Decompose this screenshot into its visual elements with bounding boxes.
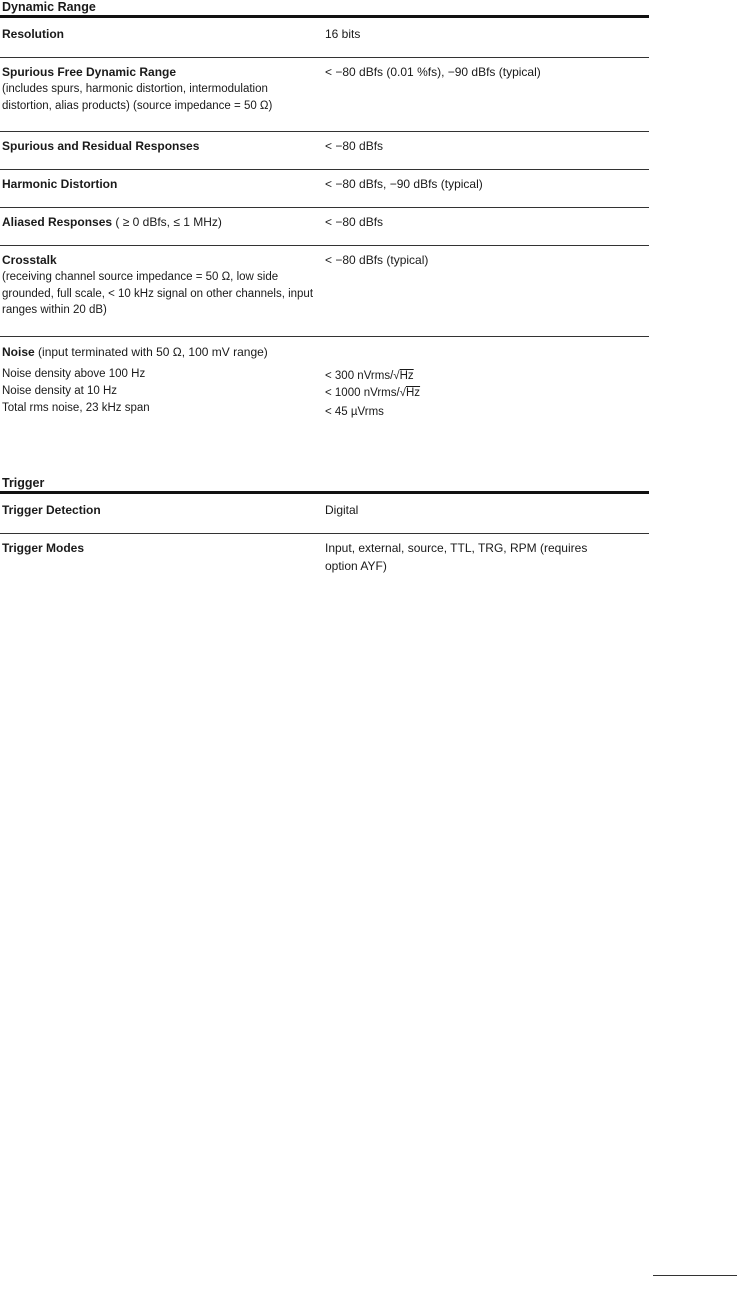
row-label-harmonic-distortion bbox=[2, 175, 314, 193]
label-text: Spurious Free Dynamic Range bbox=[2, 65, 177, 79]
label-note: (includes spurs, harmonic distortion, intermodulation distortion, alias products) (source impedance = 50 Ω) bbox=[2, 83, 273, 112]
row-value-trigger-modes: Input, external, source, TTL, TRG, RPM (requires option AYF) bbox=[325, 541, 588, 573]
row-value-spurious-residual: < −80 dBfs bbox=[325, 139, 384, 153]
noise-item-value bbox=[325, 368, 645, 385]
noise-item-label: Noise density at 10 Hz bbox=[2, 385, 118, 397]
footer-rule bbox=[653, 1275, 737, 1276]
row-divider bbox=[0, 336, 649, 337]
section-title-dynamic-range: Dynamic Range bbox=[2, 0, 96, 14]
row-divider bbox=[0, 131, 649, 132]
row-divider bbox=[0, 533, 649, 534]
row-divider bbox=[0, 245, 649, 246]
row-divider bbox=[0, 169, 649, 170]
noise-item-value bbox=[325, 385, 645, 402]
label-text: Resolution bbox=[2, 27, 64, 41]
row-value-harmonic-distortion: < −80 dBfs, −90 dBfs (typical) bbox=[325, 177, 483, 191]
label-note: (receiving channel source impedance = 50 Ω, low side grounded, full scale, < 10 kHz signal on other channels, input ranges within 20 dB) bbox=[2, 271, 314, 316]
value-root: Hz bbox=[399, 370, 414, 382]
noise-item-label: Total rms noise, 23 kHz span bbox=[2, 402, 150, 414]
row-divider bbox=[0, 57, 649, 58]
row-value-trigger-detection: Digital bbox=[325, 503, 359, 517]
noise-item-label: Noise density above 100 Hz bbox=[2, 368, 146, 380]
row-label-sfdr bbox=[2, 63, 314, 114]
row-value-resolution: 16 bits bbox=[325, 27, 361, 41]
row-label-trigger-modes bbox=[2, 539, 314, 557]
row-value-crosstalk: < −80 dBfs (typical) bbox=[325, 253, 429, 267]
value-root: Hz bbox=[406, 387, 421, 399]
row-value-sfdr: < −80 dBfs (0.01 %fs), −90 dBfs (typical) bbox=[325, 65, 541, 79]
section-title-trigger: Trigger bbox=[2, 476, 45, 490]
noise-item-value bbox=[325, 404, 645, 421]
row-label-spurious-residual bbox=[2, 137, 314, 155]
row-label-resolution bbox=[2, 25, 314, 43]
row-label-trigger-detection bbox=[2, 501, 314, 519]
section-rule bbox=[0, 491, 649, 494]
label-note: (input terminated with 50 Ω, 100 mV range) bbox=[38, 345, 268, 359]
label-text: Harmonic Distortion bbox=[2, 177, 118, 191]
label-text: Spurious and Residual Responses bbox=[2, 139, 200, 153]
value-text: < 300 nVrms/√ bbox=[325, 370, 400, 382]
label-text: Trigger Detection bbox=[2, 503, 101, 517]
row-label-crosstalk bbox=[2, 251, 314, 319]
label-text: Noise bbox=[2, 345, 35, 359]
value-text: < 45 µVrms bbox=[325, 406, 384, 418]
row-value-aliased-responses: < −80 dBfs bbox=[325, 215, 384, 229]
row-label-aliased-responses bbox=[2, 213, 314, 231]
label-text: Crosstalk bbox=[2, 253, 57, 267]
row-label-noise bbox=[2, 343, 332, 361]
row-divider bbox=[0, 207, 649, 208]
label-note: ( ≥ 0 dBfs, ≤ 1 MHz) bbox=[115, 215, 222, 229]
value-text: < 1000 nVrms/√ bbox=[325, 387, 406, 399]
label-text: Trigger Modes bbox=[2, 541, 85, 555]
label-text: Aliased Responses bbox=[2, 215, 113, 229]
section-rule bbox=[0, 15, 649, 18]
